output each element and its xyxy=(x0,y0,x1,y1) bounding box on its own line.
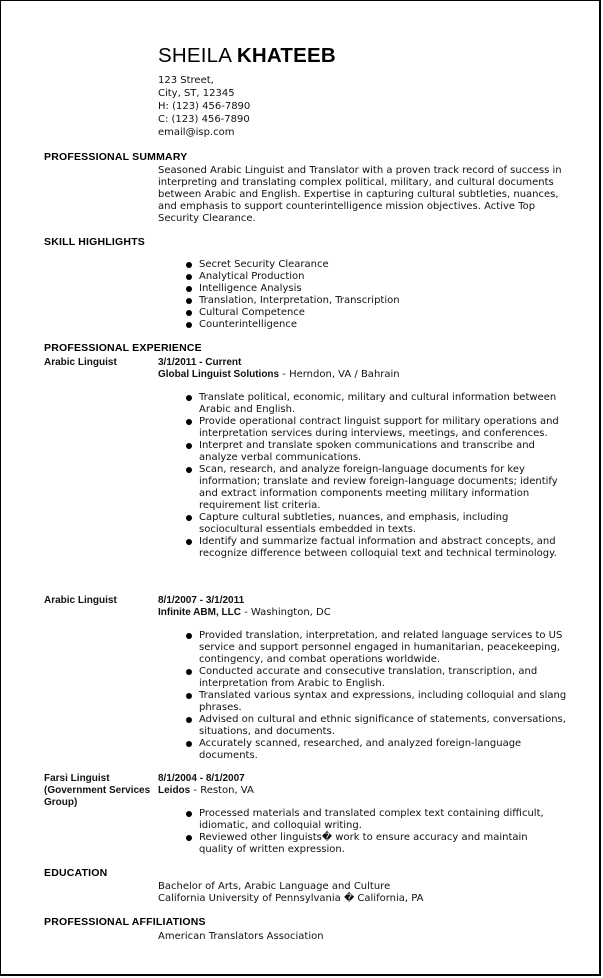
list-item: Interpret and translate spoken communications and transcribe and analyze verbal communications. xyxy=(182,440,574,464)
job-title: Arabic Linguist xyxy=(44,357,117,368)
job-dates: 3/1/2011 - Current xyxy=(158,357,242,368)
list-item: Translation, Interpretation, Transcription xyxy=(182,295,400,307)
education-block xyxy=(158,881,424,905)
job-location: - Herndon, VA / Bahrain xyxy=(279,369,400,380)
skills-list xyxy=(182,259,400,331)
job-company: Leidos xyxy=(158,785,191,796)
job-bullets xyxy=(182,808,558,856)
list-item: Scan, research, and analyze foreign-language documents for key information; translate and review foreign-language documents; identify and extract information components meeting military information requirement list criteria. xyxy=(182,464,574,512)
email: email@isp.com xyxy=(158,127,235,138)
summary-text: Seasoned Arabic Linguist and Translator with a proven track record of success in interpreting and translating complex political, military, and cultural documents between Arabic and English. Expertise in capturing cultural subtleties, nuances, and emphasis to support counterintelligence mission objectives. Active Top Security Clearance. xyxy=(158,165,562,224)
job-company: Global Linguist Solutions xyxy=(158,369,280,380)
list-item: Analytical Production xyxy=(182,271,400,283)
job-dates: 8/1/2004 - 8/1/2007 xyxy=(158,773,245,784)
job-header xyxy=(158,595,331,619)
list-item: Secret Security Clearance xyxy=(182,259,400,271)
contact-block xyxy=(158,74,250,139)
home-phone: H: (123) 456-7890 xyxy=(158,101,251,112)
job-header xyxy=(158,357,400,381)
list-item: Conducted accurate and consecutive translation, transcription, and interpretation from Arabic to English. xyxy=(182,666,574,690)
affiliations-block xyxy=(158,931,324,943)
list-item: Accurately scanned, researched, and analyzed foreign-language documents. xyxy=(182,738,574,762)
list-item: Cultural Competence xyxy=(182,307,400,319)
address-line-2: City, ST, 12345 xyxy=(158,88,235,99)
list-item: Identify and summarize factual information and abstract concepts, and recognize difference between colloquial text and technical terminology. xyxy=(182,536,574,560)
job-bullets xyxy=(182,630,574,762)
job-title: Arabic Linguist xyxy=(44,595,117,606)
job-company: Infinite ABM, LLC xyxy=(158,607,241,618)
last-name: KHATEEB xyxy=(236,44,336,67)
list-item: Provide operational contract linguist support for military operations and interpretation services during interviews, meetings, and conferences. xyxy=(182,416,574,440)
experience-heading: PROFESSIONAL EXPERIENCE xyxy=(44,342,202,354)
skills-heading: SKILL HIGHLIGHTS xyxy=(44,236,146,248)
affiliations-heading: PROFESSIONAL AFFILIATIONS xyxy=(44,916,206,928)
list-item: Capture cultural subtleties, nuances, and emphasis, including sociocultural essentials embedded in texts. xyxy=(182,512,574,536)
list-item: Reviewed other linguists� work to ensure accuracy and maintain quality of written expression. xyxy=(182,832,558,856)
list-item: Processed materials and translated complex text containing difficult, idiomatic, and colloquial writing. xyxy=(182,808,558,832)
school: California University of Pennsylvania � California, PA xyxy=(158,893,424,904)
list-item: Translate political, economic, military and cultural information between Arabic and English. xyxy=(182,392,574,416)
job-location: - Reston, VA xyxy=(190,785,254,796)
list-item: Provided translation, interpretation, and related language services to US service and support personnel engaged in humanitarian, peacekeeping, contingency, and combat operations worldwide. xyxy=(182,630,574,666)
job-header xyxy=(158,773,254,797)
list-item: Counterintelligence xyxy=(182,319,400,331)
cell-phone: C: (123) 456-7890 xyxy=(158,114,250,125)
affiliation-item: American Translators Association xyxy=(158,931,324,942)
list-item: Translated various syntax and expressions, including colloquial and slang phrases. xyxy=(182,690,574,714)
job-dates: 8/1/2007 - 3/1/2011 xyxy=(158,595,245,606)
list-item: Intelligence Analysis xyxy=(182,283,400,295)
summary-heading: PROFESSIONAL SUMMARY xyxy=(44,151,188,163)
list-item: Advised on cultural and ethnic significance of statements, conversations, situations, and documents. xyxy=(182,714,574,738)
candidate-name xyxy=(158,44,336,68)
job-location: - Washington, DC xyxy=(240,607,331,618)
job-title: Farsi Linguist (Government Services Group) xyxy=(44,773,151,808)
job-bullets xyxy=(182,392,574,560)
first-name: SHEILA xyxy=(158,44,231,67)
degree: Bachelor of Arts, Arabic Language and Culture xyxy=(158,881,391,892)
address-line-1: 123 Street, xyxy=(158,75,214,86)
education-heading: EDUCATION xyxy=(44,867,108,879)
